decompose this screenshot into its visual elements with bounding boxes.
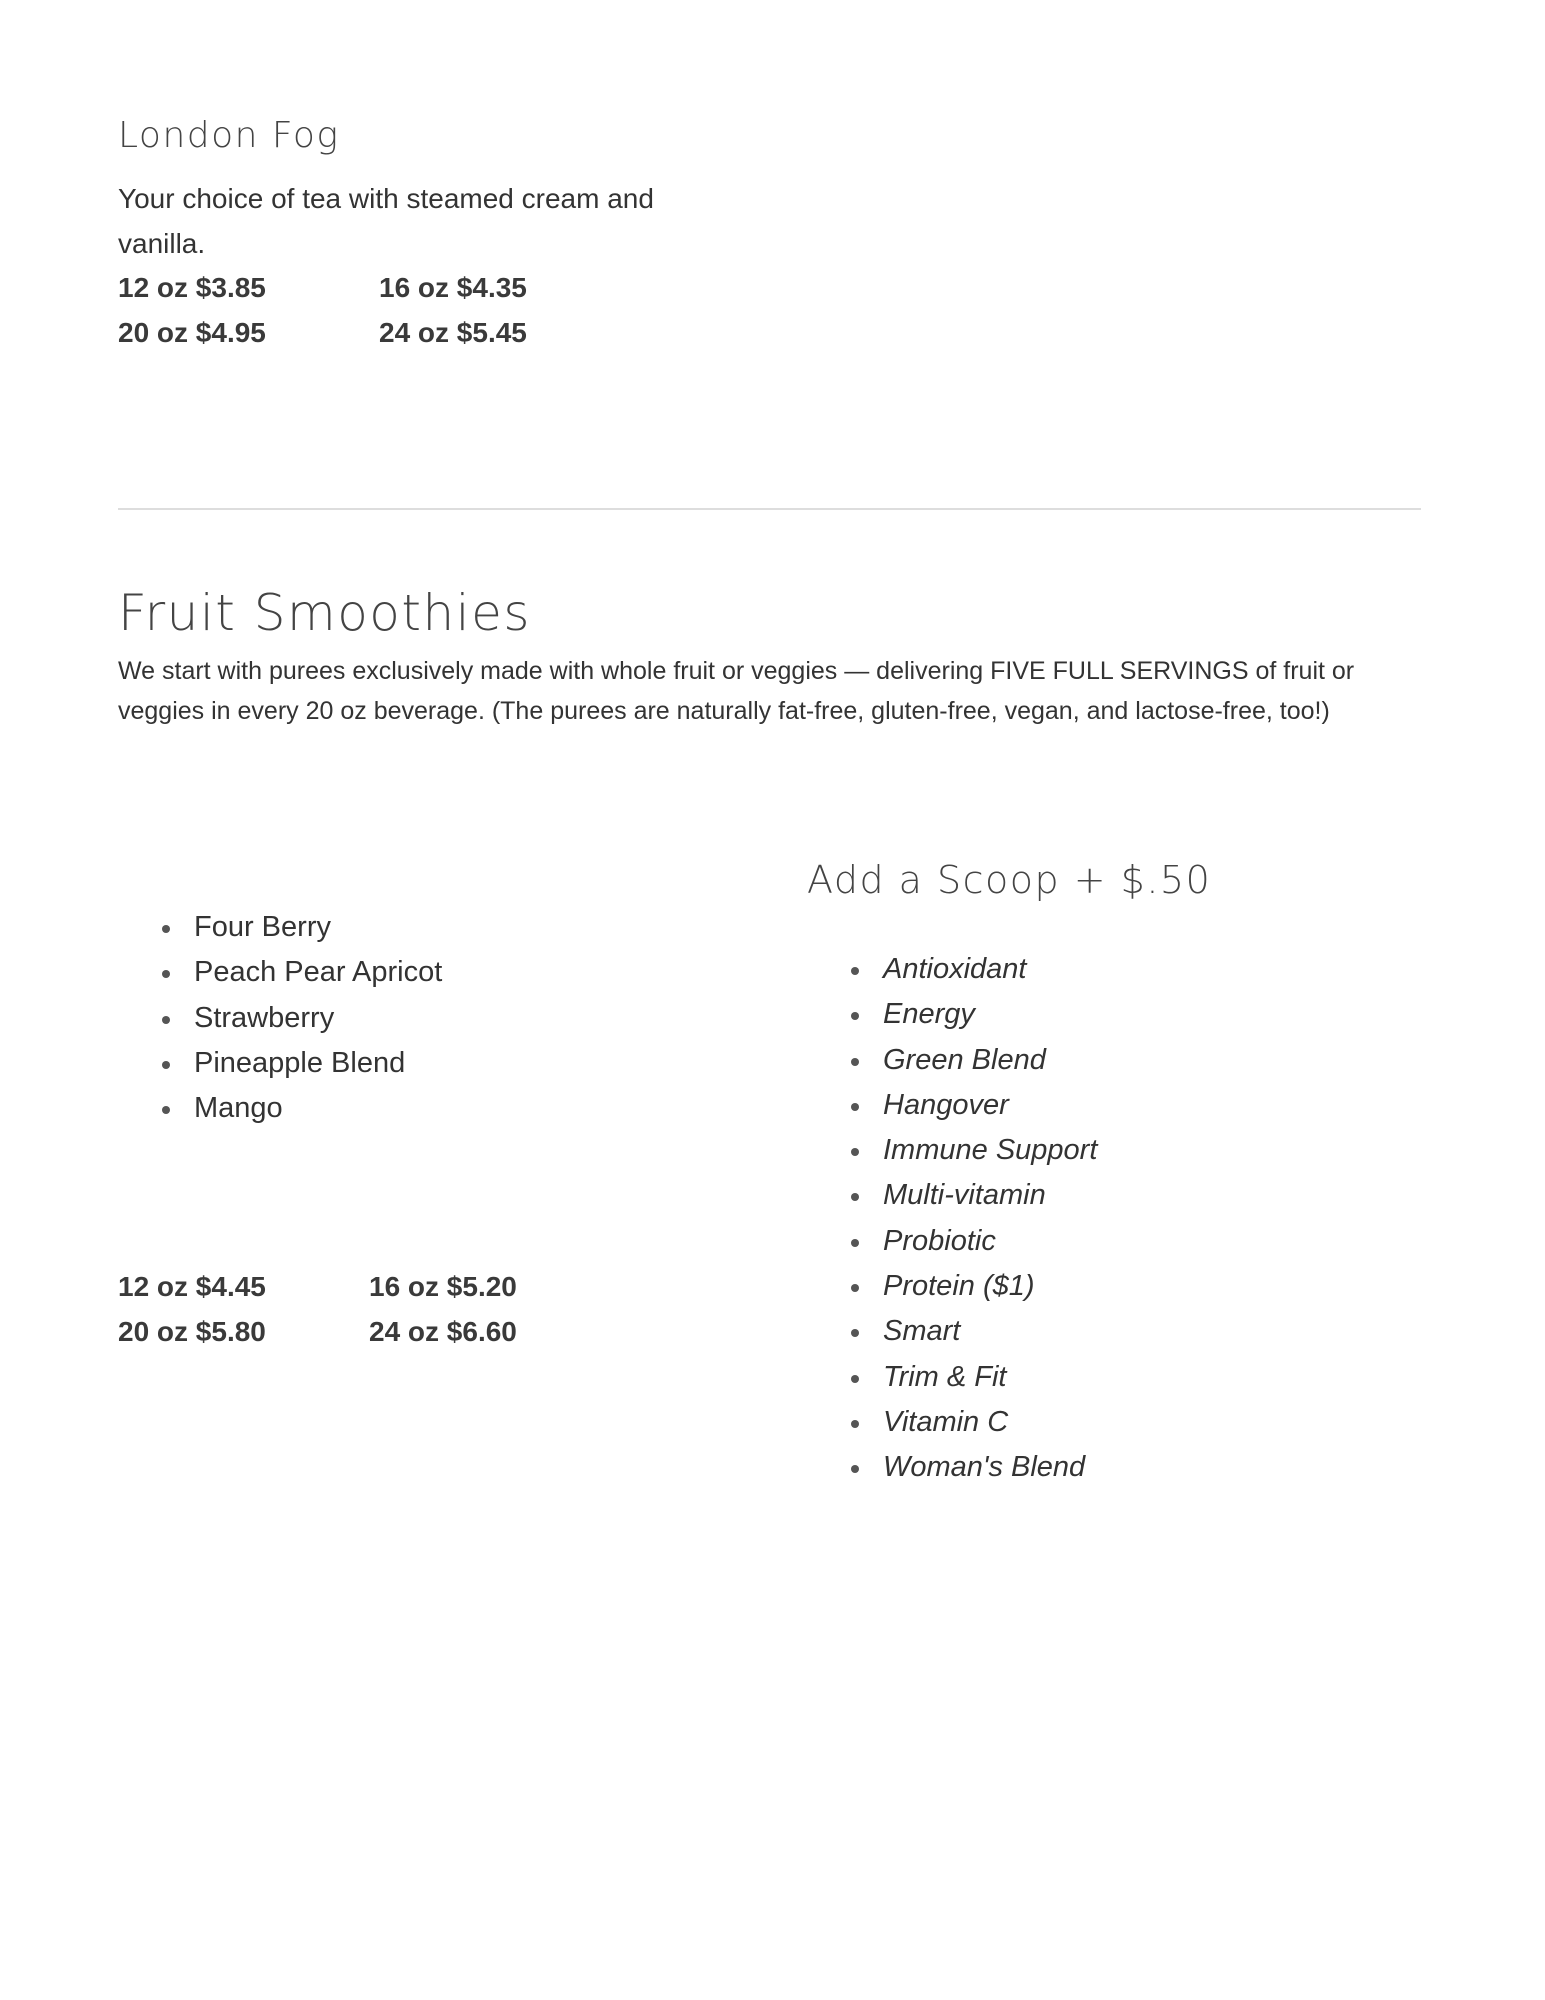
price-24oz: 24 oz $5.45 — [379, 317, 527, 348]
list-item: Protein ($1) — [807, 1264, 1097, 1309]
london-fog-price-row — [118, 268, 527, 308]
price-12oz: 12 oz $3.85 — [118, 272, 266, 303]
list-item: Woman's Blend — [807, 1445, 1097, 1490]
add-scoop-title: Add a Scoop + $.50 — [807, 858, 1212, 902]
fruit-smoothies-description: We start with purees exclusively made with whole fruit or veggies — delivering FIVE FULL SERVINGS of fruit or veggies in every 20 oz beverage. (The purees are naturally fat-free, gluten-free, vegan, and lactose-free, too!) — [118, 657, 1355, 725]
price-20oz: 20 oz $5.80 — [118, 1316, 266, 1347]
scoop-list — [807, 947, 1097, 1491]
price-16oz: 16 oz $4.35 — [379, 272, 527, 303]
smoothie-price-row — [118, 1312, 517, 1352]
list-item: Trim & Fit — [807, 1355, 1097, 1400]
list-item: Smart — [807, 1309, 1097, 1354]
fruit-smoothies-title: Fruit Smoothies — [118, 584, 531, 642]
list-item: Probiotic — [807, 1219, 1097, 1264]
flavor-list — [118, 905, 442, 1131]
list-item: Green Blend — [807, 1038, 1097, 1083]
list-item: Energy — [807, 992, 1097, 1037]
section-divider — [118, 508, 1421, 510]
list-item: Pineapple Blend — [118, 1041, 442, 1086]
list-item: Hangover — [807, 1083, 1097, 1128]
smoothie-price-row — [118, 1267, 517, 1307]
list-item: Multi-vitamin — [807, 1173, 1097, 1218]
price-20oz: 20 oz $4.95 — [118, 317, 266, 348]
list-item: Strawberry — [118, 996, 442, 1041]
list-item: Peach Pear Apricot — [118, 950, 442, 995]
london-fog-title: London Fog — [118, 115, 340, 156]
list-item: Antioxidant — [807, 947, 1097, 992]
list-item: Immune Support — [807, 1128, 1097, 1173]
list-item: Mango — [118, 1086, 442, 1131]
london-fog-description: Your choice of tea with steamed cream and vanilla. — [118, 183, 654, 259]
list-item: Vitamin C — [807, 1400, 1097, 1445]
list-item: Four Berry — [118, 905, 442, 950]
price-12oz: 12 oz $4.45 — [118, 1271, 266, 1302]
price-24oz: 24 oz $6.60 — [369, 1316, 517, 1347]
london-fog-price-row — [118, 313, 527, 353]
price-16oz: 16 oz $5.20 — [369, 1271, 517, 1302]
